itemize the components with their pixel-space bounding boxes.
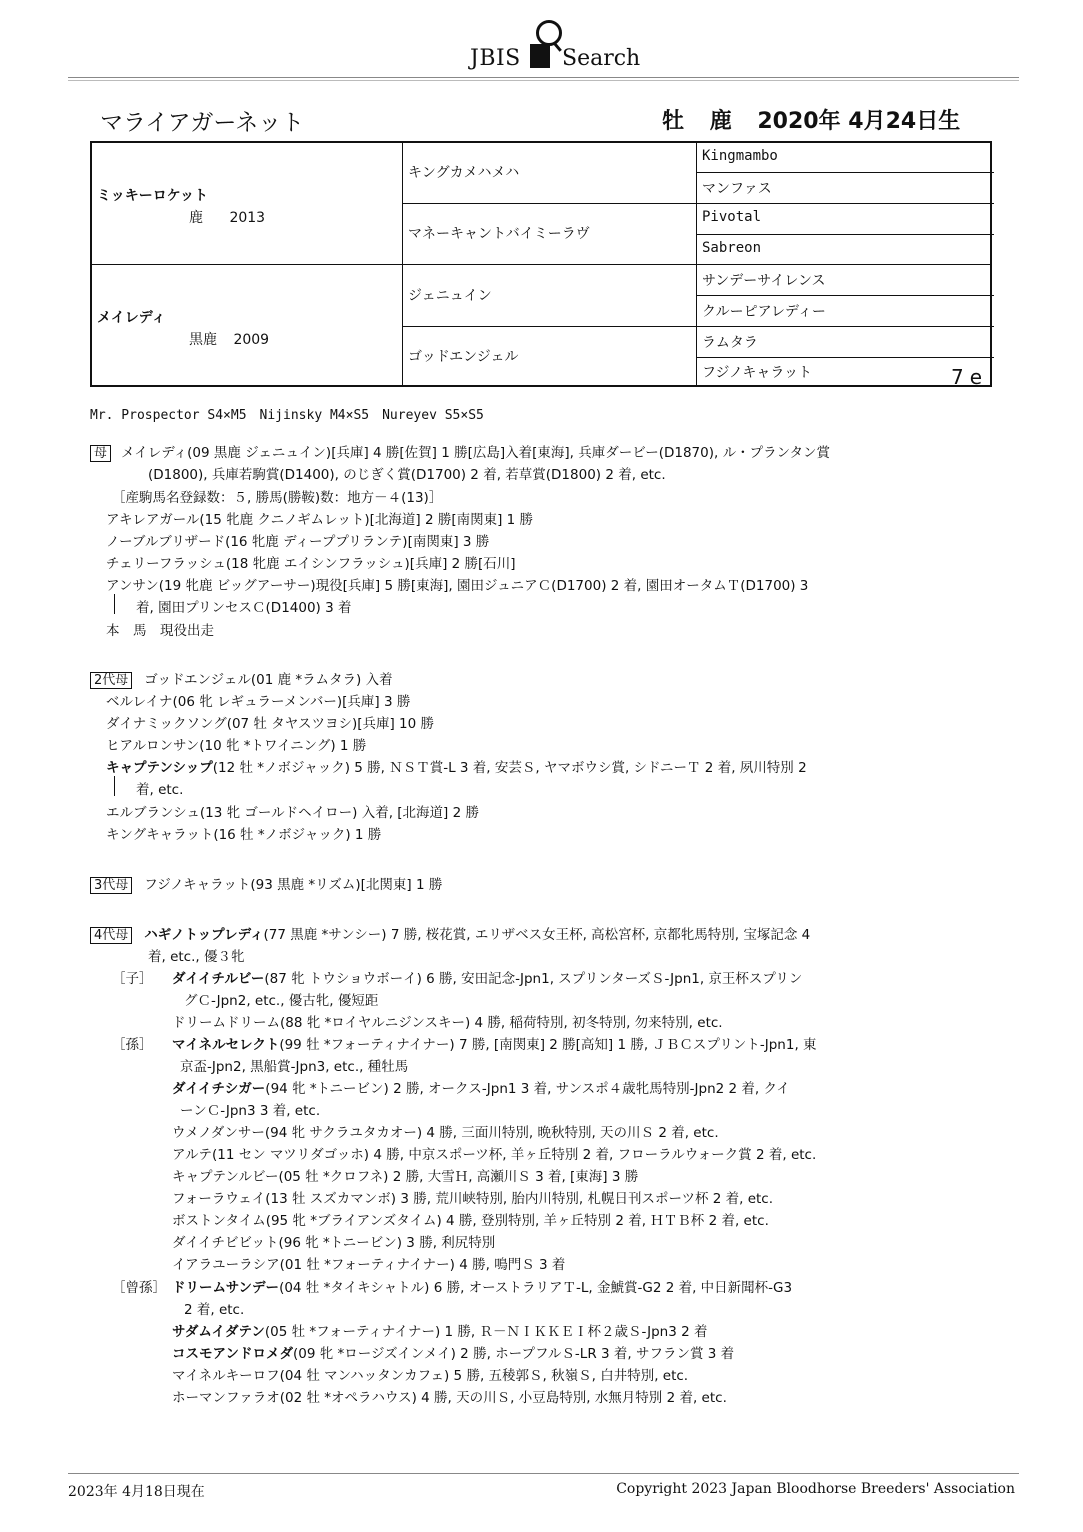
gen4-grandchild-cont: 京盃-Jpn2, 黒船賞-Jpn3, etc., 種牡馬 xyxy=(180,1059,409,1075)
gen3-head-text[interactable]: フジノキャラット(93 黒鹿 *リズム)[北関東] 1 勝 xyxy=(144,877,443,893)
gen4-grandchild[interactable]: ボストンタイム(95 牝 *ブライアンズタイム) 4 勝, 登別特別, 羊ヶ丘特別 2 着, ＨＴＢ杯 2 着, etc. xyxy=(172,1213,769,1229)
sire-year: 2013 xyxy=(229,210,266,226)
gen2-offspring[interactable]: ヒアルロンサン(10 牝 *トワイニング) 1 勝 xyxy=(106,738,367,754)
pedigree-row-divider xyxy=(402,203,994,204)
gen4-child[interactable]: ドリームドリーム(88 牝 *ロイヤルニジンスキー) 4 勝, 稲荷特別, 初冬特別, 勿来特別, etc. xyxy=(172,1015,723,1031)
dam-section-line-2: (D1800), 兵庫若駒賞(D1400), のじぎく賞(D1700) 2 着, 若草賞(D1800) 2 着, etc. xyxy=(148,467,666,483)
gen4-grandchild-detail: (94 牝 *トニービン) 2 勝, オークス-Jpn1 3 着, サンスポ４歳牝馬特別-Jpn2 2 着, クイ xyxy=(265,1081,790,1097)
dam-year: 2009 xyxy=(233,332,270,348)
gen3-sds[interactable]: Pivotal xyxy=(702,209,762,225)
sire-sire[interactable]: キングカメハメハ xyxy=(408,165,520,181)
section-tag-gen3: 3代母 xyxy=(90,877,132,894)
pedigree-row-divider xyxy=(696,357,994,358)
dam-name[interactable]: メイレディ xyxy=(97,310,166,326)
dam-section-text: メイレディ(09 黒鹿 ジェニュイン)[兵庫] 4 勝[佐賀] 1 勝[広島]入着[東海], 兵庫ダービー(D1870), ル・プランタン賞 xyxy=(121,445,831,461)
gen4-grandchild[interactable]: アルテ(11 セン マツリダゴッホ) 4 勝, 中京スポーツ杯, 羊ヶ丘特別 2 着, フローラルウォーク賞 2 着, etc. xyxy=(172,1147,817,1163)
gen4-grandchild[interactable]: ダイイチビビット(96 牝 *トニービン) 3 勝, 利尻特別 xyxy=(172,1235,496,1251)
logo-text-jbis: JBIS xyxy=(470,46,521,71)
horse-meta xyxy=(662,104,978,135)
family-number: 7e xyxy=(950,365,988,389)
dam-sire[interactable]: ジェニュイン xyxy=(408,288,492,304)
gen4-grandchild[interactable] xyxy=(172,1033,817,1053)
dam-offspring[interactable]: アンサン(19 牝鹿 ビッグアーサー)現役[兵庫] 5 勝[東海], 園田ジュニアＣ(D1700) 2 着, 園田オータムＴ(D1700) 3 xyxy=(106,578,809,594)
pedigree-row-divider xyxy=(696,172,994,173)
gen4-great-grandchild[interactable]: マイネルキーロフ(04 牡 マンハッタンカフェ) 5 勝, 五稜郭Ｓ, 秋嶺Ｓ, 白井特別, etc. xyxy=(172,1368,689,1384)
gen4-child[interactable] xyxy=(172,967,802,987)
continuation-bar xyxy=(114,776,115,796)
gen3-dss[interactable]: サンデーサイレンス xyxy=(702,273,826,289)
gen4-great-grandchild-cont: 2 着, etc. xyxy=(184,1302,245,1318)
gen4-head-cont: 着, etc., 優３牝 xyxy=(148,949,245,965)
gen3-sdd[interactable]: Sabreon xyxy=(702,240,762,256)
gen4-great-grandchild-detail: (04 牡 *タイキシャトル) 6 勝, オーストラリアＴ-L, 金鯱賞-G2 2 着, 中日新聞杯-G3 xyxy=(279,1280,793,1296)
gen2-offspring[interactable]: キングキャラット(16 牡 *ノボジャック) 1 勝 xyxy=(106,827,382,843)
gen3-dsd[interactable]: クルーピアレディー xyxy=(702,304,826,320)
gen3-sss[interactable]: Kingmambo xyxy=(702,148,778,164)
sire-cell[interactable] xyxy=(97,185,265,227)
gen4-grandchild[interactable] xyxy=(172,1077,790,1097)
dam-offspring[interactable]: ノーブルブリザード(16 牝鹿 ディーププリランテ)[南関東] 3 勝 xyxy=(106,534,490,550)
footer-date: 2023年 4月18日現在 xyxy=(68,1484,205,1500)
continuation-bar xyxy=(114,594,115,614)
dam-cell[interactable] xyxy=(97,307,269,349)
dam-color: 黒鹿 xyxy=(189,332,217,348)
logo-book-icon xyxy=(530,44,550,68)
gen4-great-grandchild-detail: (05 牡 *フォーティナイナー) 1 勝, Ｒ－ＮＩＫＫＥＩ杯２歳Ｓ-Jpn3 2 着 xyxy=(264,1324,708,1340)
pedigree-row-divider xyxy=(696,295,994,296)
header-divider-secondary xyxy=(68,80,1019,81)
dam-offspring[interactable]: チェリーフラッシュ(18 牝鹿 エイシンフラッシュ)[兵庫] 2 勝[石川] xyxy=(106,556,516,572)
gen4-grandchild[interactable]: キャプテンルビー(05 牡 *クロフネ) 2 勝, 大雪Ｈ, 高瀬川Ｓ 3 着, [東海] 3 勝 xyxy=(172,1169,639,1185)
footer-divider xyxy=(68,1473,1019,1474)
gen4-grandchild[interactable]: フォーラウェイ(13 牡 スズカマンボ) 3 勝, 荒川峡特別, 胎内川特別, 札幌日刊スポーツ杯 2 着, etc. xyxy=(172,1191,774,1207)
dam-offspring-cont: 着, 園田プリンセスＣ(D1400) 3 着 xyxy=(136,600,352,616)
gen2-offspring[interactable]: ベルレイナ(06 牝 レギュラーメンバー)[兵庫] 3 勝 xyxy=(106,694,411,710)
pedigree-row-divider xyxy=(402,326,994,327)
gen4-head xyxy=(90,923,810,944)
gen3-ssd[interactable]: マンファス xyxy=(702,181,772,197)
sire-dam[interactable]: マネーキャントバイミーラヴ xyxy=(408,226,590,242)
magnifier-handle-icon xyxy=(553,42,562,52)
gen2-offspring[interactable]: エルブランシュ(13 牝 ゴールドヘイロー) 入着, [北海道] 2 勝 xyxy=(106,805,479,821)
gen2-offspring[interactable] xyxy=(106,756,807,776)
dam-offspring[interactable]: アキレアガール(15 牝鹿 クニノギムレット)[北海道] 2 勝[南関東] 1 勝 xyxy=(106,512,534,528)
gen4-great-grandchild-bold[interactable]: コスモアンドロメダ xyxy=(172,1346,293,1362)
sire-color: 鹿 xyxy=(189,210,203,226)
gen2-offspring-bold-name[interactable]: キャプテンシップ xyxy=(106,760,213,776)
logo-text-search: Search xyxy=(562,46,641,71)
gen4-great-grandchild[interactable] xyxy=(172,1276,792,1296)
pedigree-table xyxy=(90,141,992,387)
horse-name: マライアガーネット xyxy=(100,110,305,136)
section-tag-gen4: 4代母 xyxy=(90,927,132,944)
gen4-grandchild-bold[interactable]: ダイイチシガー xyxy=(172,1081,266,1097)
gen4-great-grandchild[interactable] xyxy=(172,1320,707,1340)
gen4-great-grandchild[interactable] xyxy=(172,1342,734,1362)
header-divider xyxy=(68,77,1019,78)
horse-sex: 牡 xyxy=(662,109,685,134)
gen2-offspring[interactable]: ダイナミックソング(07 牡 タヤスツヨシ)[兵庫] 10 勝 xyxy=(106,716,435,732)
gen4-child-detail: (87 牝 トウショウボーイ) 6 勝, 安田記念-Jpn1, スプリンターズＳ-Jpn1, 京王杯スプリン xyxy=(264,971,803,987)
gen4-great-grandchild[interactable]: ホーマンファラオ(02 牡 *オペラハウス) 4 勝, 天の川Ｓ, 小豆島特別, 水無月特別 2 着, etc. xyxy=(172,1390,727,1406)
dam-section-line-1 xyxy=(90,441,830,462)
gen3-dds[interactable]: ラムタラ xyxy=(702,335,758,351)
gen4-great-grandchild-bold[interactable]: サダムイダテン xyxy=(172,1324,265,1340)
gen2-offspring-detail: (12 牡 *ノボジャック) 5 勝, ＮＳＴ賞-L 3 着, 安芸Ｓ, ヤマボウシ賞, シドニーＴ 2 着, 夙川特別 2 xyxy=(212,760,807,776)
gen4-grandchild[interactable]: ウメノダンサー(94 牝 サクラユタカオー) 4 勝, 三面川特別, 晩秋特別, 天の川Ｓ 2 着, etc. xyxy=(172,1125,719,1141)
pedigree-row-divider xyxy=(696,234,994,235)
inbreeding-line: Mr. Prospector S4×M5 Nijinsky M4×S5 Nureyev S5×S5 xyxy=(90,408,484,423)
gen3-ddd-name[interactable]: フジノキャラット xyxy=(702,365,813,381)
gen2-offspring-cont: 着, etc. xyxy=(136,782,184,798)
gen4-head-bold[interactable]: ハギノトップレディ xyxy=(144,927,264,943)
sire-name[interactable]: ミッキーロケット xyxy=(97,188,209,204)
gen4-great-grandchild-detail: (09 牝 *ロージズインメイ) 2 勝, ホープフルＳ-LR 3 着, サフラン賞 3 着 xyxy=(292,1346,735,1362)
dam-dam[interactable]: ゴッドエンジェル xyxy=(408,349,519,365)
section-tag-gen2: 2代母 xyxy=(90,672,132,689)
dam-offspring-summary: ［産駒馬名登録数：５, 勝馬(勝鞍)数：地方－４(13)］ xyxy=(112,490,443,506)
gen2-head-text[interactable]: ゴッドエンジェル(01 鹿 *ラムタラ) 入着 xyxy=(144,672,393,688)
gen4-child-cont: グＣ-Jpn2, etc., 優古牝, 優短距 xyxy=(184,993,379,1009)
footer-copyright: Copyright 2023 Japan Bloodhorse Breeders' Association xyxy=(616,1481,1015,1497)
jbis-search-logo[interactable] xyxy=(470,20,640,72)
gen3-ddd[interactable] xyxy=(702,362,992,388)
horse-birthdate: 2020年 4月24日生 xyxy=(757,109,961,134)
great-grandchild-label: ［曾孫］ xyxy=(112,1280,166,1296)
gen2-head xyxy=(90,668,393,689)
magnifier-icon xyxy=(536,20,562,46)
child-label: ［子］ xyxy=(112,971,153,987)
grandchild-label: ［孫］ xyxy=(112,1037,153,1053)
gen4-great-grandchild-bold[interactable]: ドリームサンデー xyxy=(172,1280,280,1296)
dam-offspring-self: 本 馬 現役出走 xyxy=(106,623,214,639)
section-tag-dam: 母 xyxy=(90,445,111,462)
gen3-head xyxy=(90,873,442,894)
pedigree-row-divider-main xyxy=(92,264,990,265)
gen4-grandchild-bold[interactable]: マイネルセレクト xyxy=(172,1037,280,1053)
gen4-grandchild-detail: (99 牡 *フォーティナイナー) 7 勝, [南関東] 2 勝[高知] 1 勝, ＪＢＣスプリント-Jpn1, 東 xyxy=(279,1037,817,1053)
gen4-head-detail: (77 黒鹿 *サンシー) 7 勝, 桜花賞, エリザベス女王杯, 高松宮杯, 京都牝馬特別, 宝塚記念 4 xyxy=(263,927,811,943)
gen4-grandchild[interactable]: イアラユーラシア(01 牡 *フォーティナイナー) 4 勝, 鳴門Ｓ 3 着 xyxy=(172,1257,566,1273)
horse-color: 鹿 xyxy=(709,109,732,134)
gen4-grandchild-cont: ーンＣ-Jpn3 3 着, etc. xyxy=(180,1103,321,1119)
gen4-child-bold[interactable]: ダイイチルビー xyxy=(172,971,265,987)
